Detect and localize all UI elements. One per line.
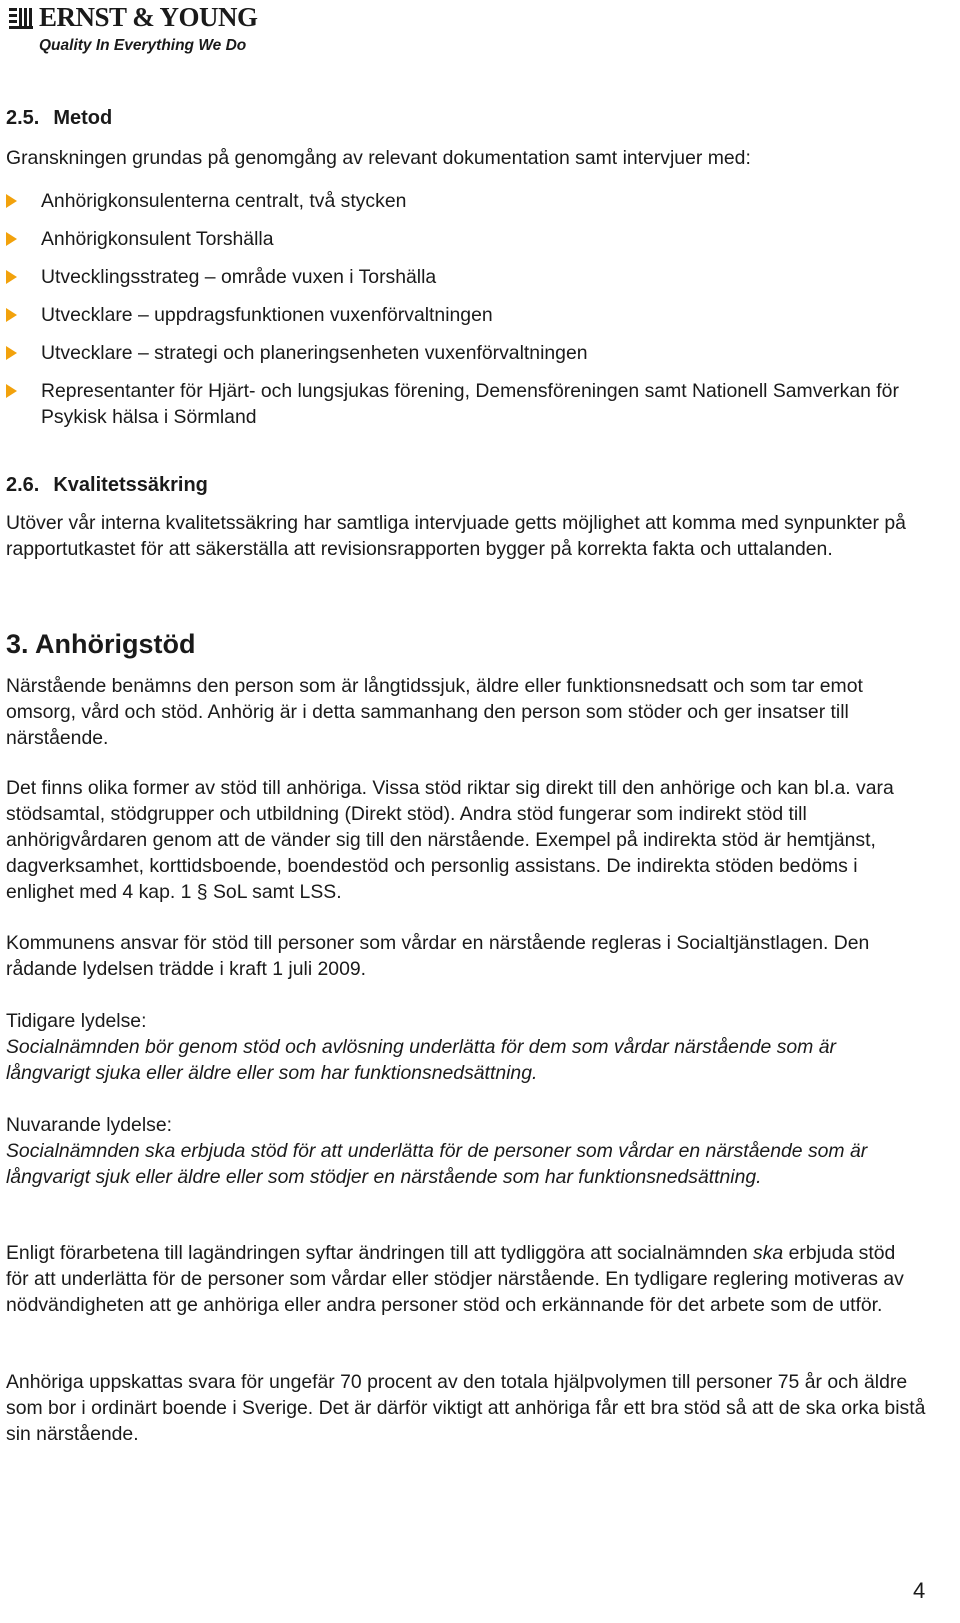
logo-company-name: ERNST & YOUNG [39,2,258,32]
section-title: Kvalitetssäkring [53,474,208,496]
section-2-5-heading [6,105,112,131]
bullet-arrow-icon [6,308,17,322]
list-item: Utvecklare – uppdragsfunktionen vuxenförvaltningen [6,302,906,328]
paragraph-municipal-responsibility: Kommunens ansvar för stöd till personer som vårdar en närstående regleras i Socialtjänstlagen. Den rådande lydelsen trädde i kraft 1 juli 2009. [6,932,870,980]
logo-tagline: Quality In Everything We Do [39,37,247,54]
list-item: Representanter för Hjärt- och lungsjukas förening, Demensföreningen samt Nationell Samverkan för Psykisk hälsa i Sörmland [6,378,906,430]
ey-logo-mark-icon [9,5,33,29]
section-number: 2.6. [6,474,40,496]
bullet-arrow-icon [6,384,17,398]
paragraph-definitions: Närstående benämns den person som är långtidssjuk, äldre eller funktionsnedsatt och som tar emot omsorg, vård och stöd. Anhörig är i detta sammanhang den person som stöder och ger insatser till närstående. [6,675,863,749]
section-title: Metod [53,107,113,129]
current-wording-label: Nuvarande lydelse: [6,1114,172,1136]
previous-wording-text: Socialnämnden bör genom stöd och avlösning underlätta för dem som vårdar närstående som är långvarigt sjuka eller äldre eller som har funktionsnedsättning. [6,1036,836,1084]
page-number: 4 [913,1578,926,1603]
bullet-arrow-icon [6,346,17,360]
paragraph-support-forms: Det finns olika former av stöd till anhöriga. Vissa stöd riktar sig direkt till den anhörige och kan bl.a. vara stödsamtal, stödgrupper och utbildning (Direkt stöd). Andra stöd fungerar som indirekt stöd till anhörigvårdaren genom att de vänder sig till den närstående. Exempel på indirekta stöd är hemtjänst, dagverksamhet, korttidsboende, boendestöd och personlig assistans. De indirekta stöden bedöms i enlighet med 4 kap. 1 § SoL samt LSS. [6,777,894,903]
paragraph-preparatory-work: Enligt förarbetena till lagändringen syftar ändringen till att tydliggöra att socialnämnden ska erbjuda stöd för att underlätta för de personer som vårdar eller stödjer närstående. En tydligare reglering motiveras av nödvändigheten att ge anhöriga eller andra personer stöd och erkännande för det arbete som de utför. [6,1242,904,1316]
interviewee-list [6,188,906,442]
quality-body: Utöver vår interna kvalitetssäkring har samtliga intervjuade getts möjlighet att komma med synpunkter på rapportutkastet för att säkerställa att revisionsrapporten bygger på korrekta fakta och uttalanden. [6,512,906,560]
chapter-3-heading [6,628,196,660]
list-item: Anhörigkonsulenterna centralt, två stycken [6,188,906,214]
paragraph-relatives-share: Anhöriga uppskattas svara för ungefär 70 procent av den totala hjälpvolymen till personer 75 år och äldre som bor i ordinärt boende i Sverige. Det är därför viktigt att anhöriga får ett bra stöd så att de ska orka bistå sin närstående. [6,1371,926,1445]
list-item: Anhörigkonsulent Torshälla [6,226,906,252]
chapter-number: 3. [6,629,29,659]
section-number: 2.5. [6,107,40,129]
company-logo [9,2,269,60]
emphasis: ska [753,1242,784,1264]
current-wording-text: Socialnämnden ska erbjuda stöd för att underlätta för de personer som vårdar en närstående som är långvarigt sjuk eller äldre eller som stödjer en närstående som har funktionsnedsättning. [6,1140,868,1188]
chapter-title: Anhörigstöd [35,629,196,659]
bullet-arrow-icon [6,270,17,284]
list-item: Utvecklingsstrateg – område vuxen i Torshälla [6,264,906,290]
method-intro: Granskningen grundas på genomgång av relevant dokumentation samt intervjuer med: [6,147,751,169]
bullet-arrow-icon [6,194,17,208]
bullet-arrow-icon [6,232,17,246]
previous-wording-label: Tidigare lydelse: [6,1010,147,1032]
list-item: Utvecklare – strategi och planeringsenheten vuxenförvaltningen [6,340,906,366]
section-2-6-heading [6,472,208,498]
